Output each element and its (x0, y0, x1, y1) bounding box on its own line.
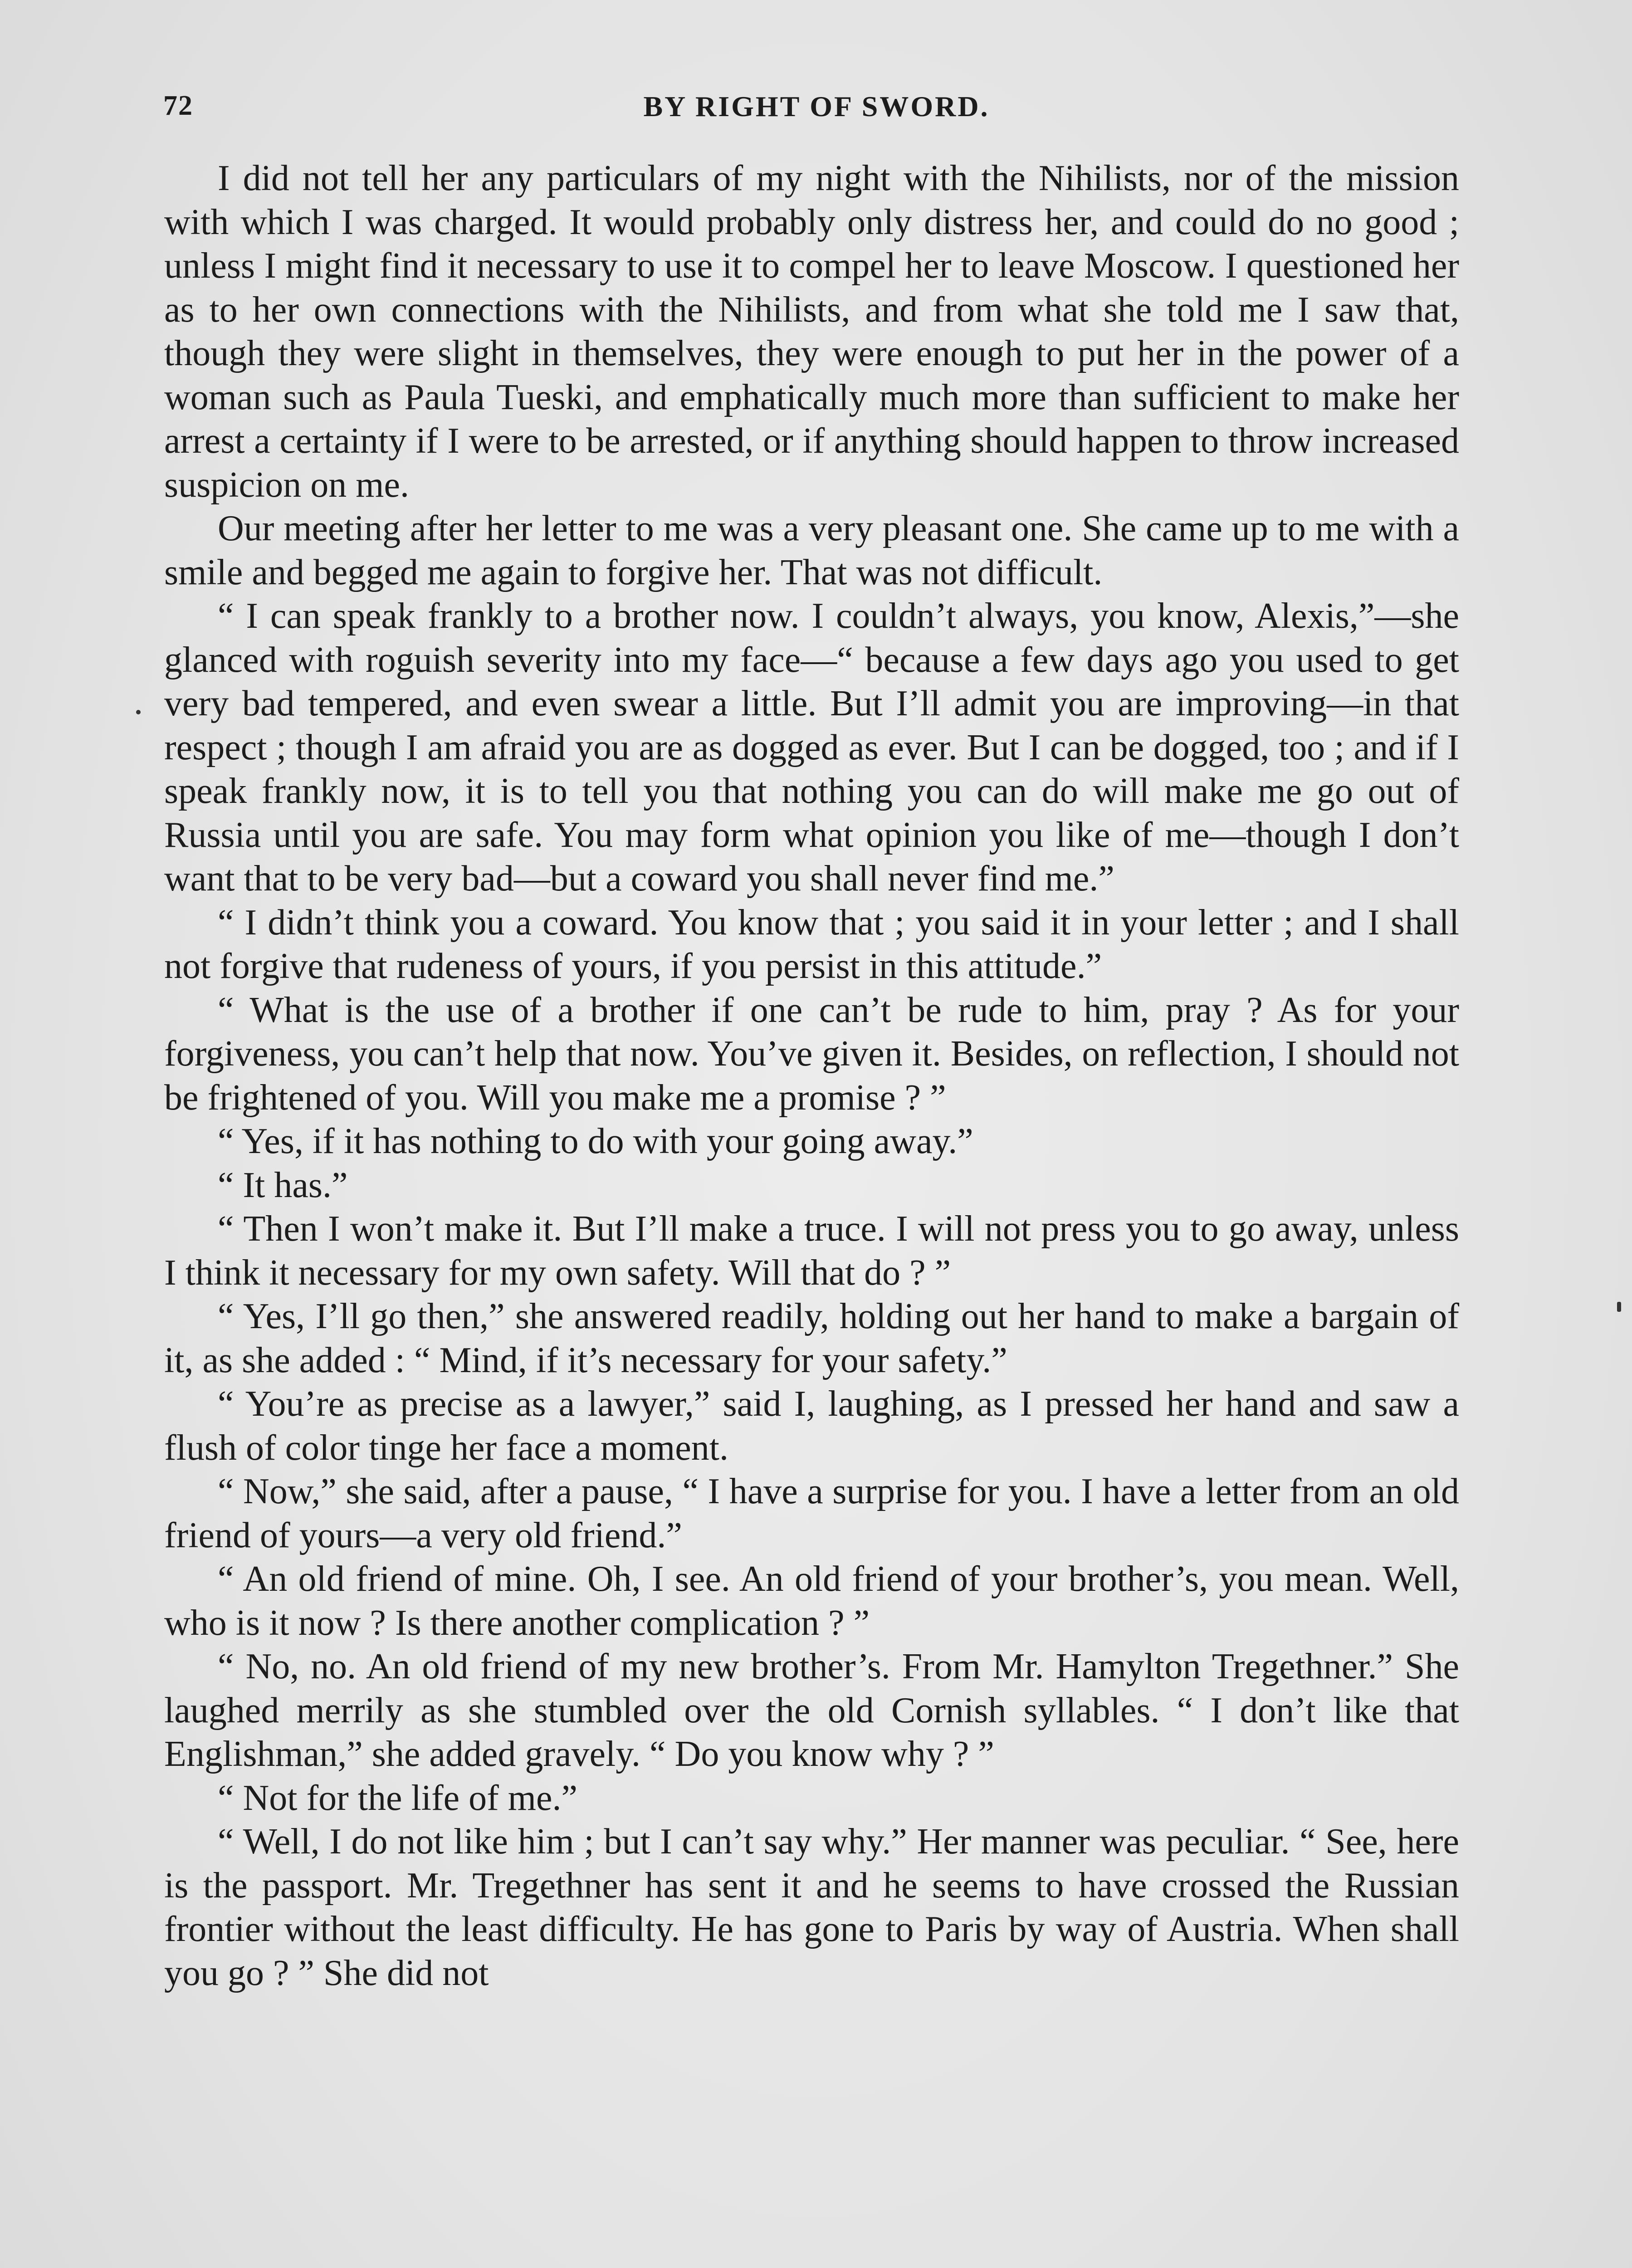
paragraph: “ I can speak frankly to a brother now. I couldn’t always, you know, Alexis,”—she glanced with roguish severity into my face—“ because a few days ago you used to get very bad tempered, and even swear a little. But I’ll admit you are improving—in that respect ; though I am afraid you are as dogged as ever. But I can be dogged, too ; and if I speak frankly now, it is to tell you that nothing you can do will make me go out of Russia until you are safe. You may form what opinion you like of me—though I don’t want that to be very bad—but a coward you shall never find me.” (164, 596, 1459, 899)
paragraph: “ Yes, if it has nothing to do with your going away.” (218, 1121, 973, 1161)
paragraph: Our meeting after her letter to me was a very pleasant one. She came up to me with a smile and begged me again to forgive her. That was not difficult. (164, 508, 1459, 592)
paragraph: “ You’re as precise as a lawyer,” said I, laughing, as I pressed her hand and saw a flush of color tinge her face a moment. (164, 1384, 1459, 1468)
paragraph: “ Well, I do not like him ; but I can’t say why.” Her manner was peculiar. “ See, here is the passport. Mr. Tregethner has sent it and he seems to have crossed the Russian frontier without the least difficulty. He has gone to Paris by way of Austria. When shall you go ? ” She did not (164, 1822, 1459, 1993)
page-header (163, 90, 1470, 126)
paragraph: “ Then I won’t make it. But I’ll make a truce. I will not press you to go away, unless I think it necessary for my own safety. Will that do ? ” (164, 1209, 1459, 1293)
paragraph: “ Not for the life of me.” (218, 1778, 578, 1818)
page-number: 72 (163, 90, 193, 121)
ink-speck (136, 710, 141, 714)
paragraph: “ An old friend of mine. Oh, I see. An old friend of your brother’s, you mean. Well, who is it now ? Is there another complication ? ” (164, 1559, 1459, 1643)
body-text (164, 156, 1459, 1995)
paragraph: “ It has.” (218, 1165, 348, 1205)
paragraph: “ Yes, I’ll go then,” she answered readily, holding out her hand to make a bargain of it, as she added : “ Mind, if it’s necessary for your safety.” (164, 1296, 1459, 1380)
paragraph: I did not tell her any particulars of my night with the Nihilists, nor of the mission with which I was charged. It would probably only distress her, and could do no good ; unless I might find it necessary to use it to compel her to leave Moscow. I questioned her as to her own connections with the Nihilists, and from what she told me I saw that, though they were slight in themselves, they were enough to put her in the power of a woman such as Paula Tueski, and emphatically much more than sufficient to make her arrest a certainty if I were to be arrested, or if anything should happen to throw increased suspicion on me. (164, 158, 1459, 505)
paragraph: “ No, no. An old friend of my new brother’s. From Mr. Hamylton Tregethner.” She laughed merrily as she stumbled over the old Cornish syllables. “ I don’t like that Englishman,” she added gravely. “ Do you know why ? ” (164, 1647, 1459, 1774)
ink-speck (1617, 1302, 1621, 1312)
paragraph: “ I didn’t think you a coward. You know that ; you said it in your letter ; and I shall not forgive that rudeness of yours, if you persist in this attitude.” (164, 902, 1459, 986)
paragraph: “ What is the use of a brother if one can’t be rude to him, pray ? As for your forgiveness, you can’t help that now. You’ve given it. Besides, on reflection, I should not be frightened of you. Will you make me a promise ? ” (164, 990, 1459, 1118)
running-title: BY RIGHT OF SWORD. (643, 90, 990, 122)
paragraph: “ Now,” she said, after a pause, “ I have a surprise for you. I have a letter from an old friend of yours—a very old friend.” (164, 1471, 1459, 1555)
